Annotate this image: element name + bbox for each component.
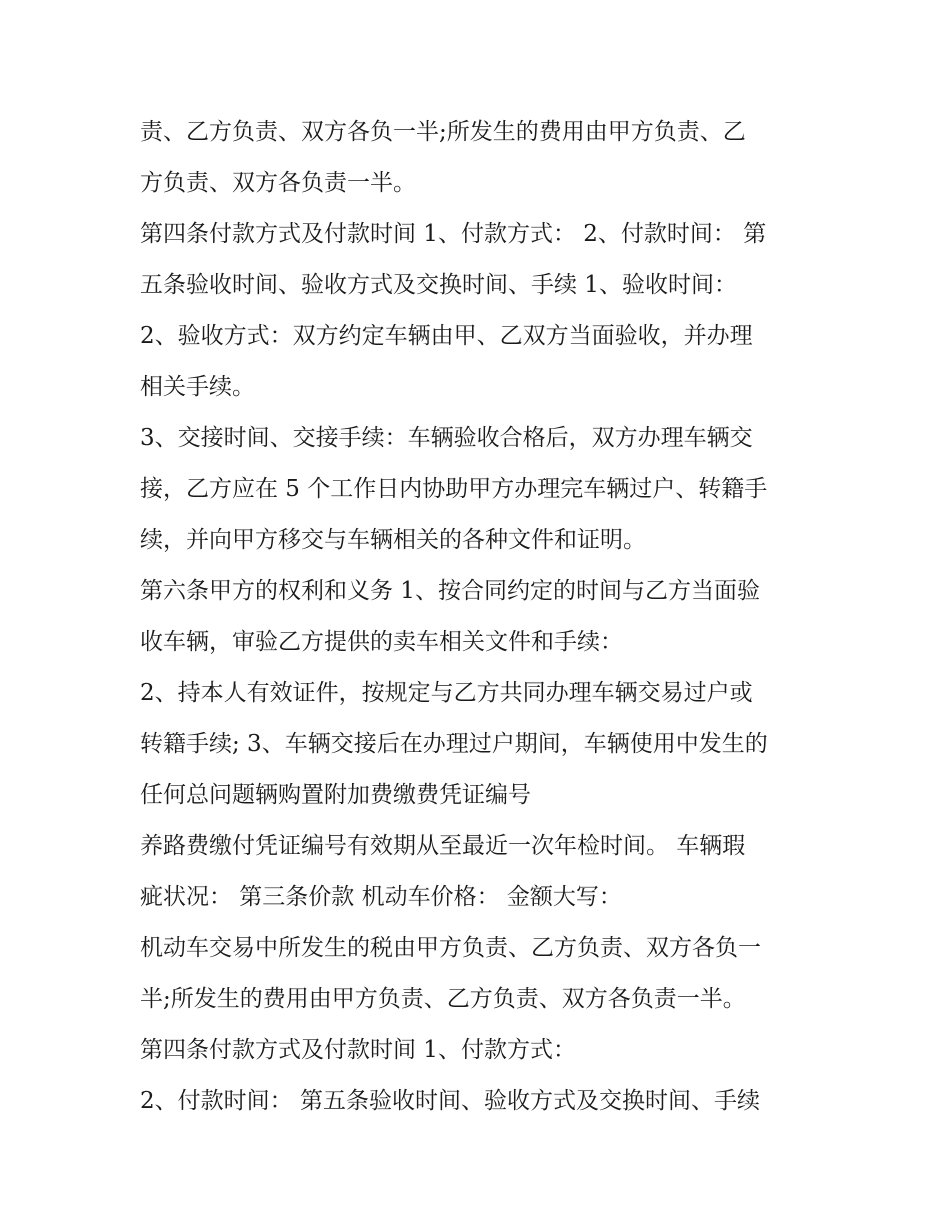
text-line: 责、乙方负责、双方各负一半;所发生的费用由甲方负责、乙 (140, 119, 746, 145)
text-line: 接，乙方应在 5 个工作日内协助甲方办理完车辆过户、转籍手 (140, 476, 768, 502)
text-line: 相关手续。 (140, 374, 255, 400)
text-line: 疵状况： 第三条价款 机动车价格： 金额大写： (140, 884, 622, 910)
text-line: 2、验收方式：双方约定车辆由甲、乙双方当面验收，并办理 (140, 323, 753, 349)
text-line: 方负责、双方各负责一半。 (140, 170, 416, 196)
text-line: 续，并向甲方移交与车辆相关的各种文件和证明。 (140, 527, 646, 553)
text-line: 3、交接时间、交接手续：车辆验收合格后，双方办理车辆交 (140, 425, 753, 451)
text-line: 半;所发生的费用由甲方负责、乙方负责、双方各负责一半。 (140, 986, 746, 1012)
text-line: 第四条付款方式及付款时间 1、付款方式： 2、付款时间： 第 (140, 221, 767, 247)
text-line: 2、持本人有效证件，按规定与乙方共同办理车辆交易过户或 (140, 680, 753, 706)
text-line: 养路费缴付凭证编号有效期从至最近一次年检时间。 车辆瑕 (140, 833, 746, 859)
text-line: 第六条甲方的权利和义务 1、按合同约定的时间与乙方当面验 (140, 578, 760, 604)
text-line: 机动车交易中所发生的税由甲方负责、乙方负责、双方各负一 (140, 935, 761, 961)
text-line: 收车辆，审验乙方提供的卖车相关文件和手续： (140, 629, 623, 655)
text-line: 2、付款时间： 第五条验收时间、验收方式及交换时间、手续 (140, 1088, 760, 1114)
text-line: 第四条付款方式及付款时间 1、付款方式： (140, 1037, 576, 1063)
text-line: 转籍手续; 3、车辆交接后在办理过户期间，车辆使用中发生的 (140, 731, 768, 757)
text-line: 五条验收时间、验收方式及交换时间、手续 1、验收时间： (140, 272, 737, 298)
text-line: 任何总问题辆购置附加费缴费凭证编号 (140, 782, 531, 808)
document-body (140, 107, 820, 1127)
